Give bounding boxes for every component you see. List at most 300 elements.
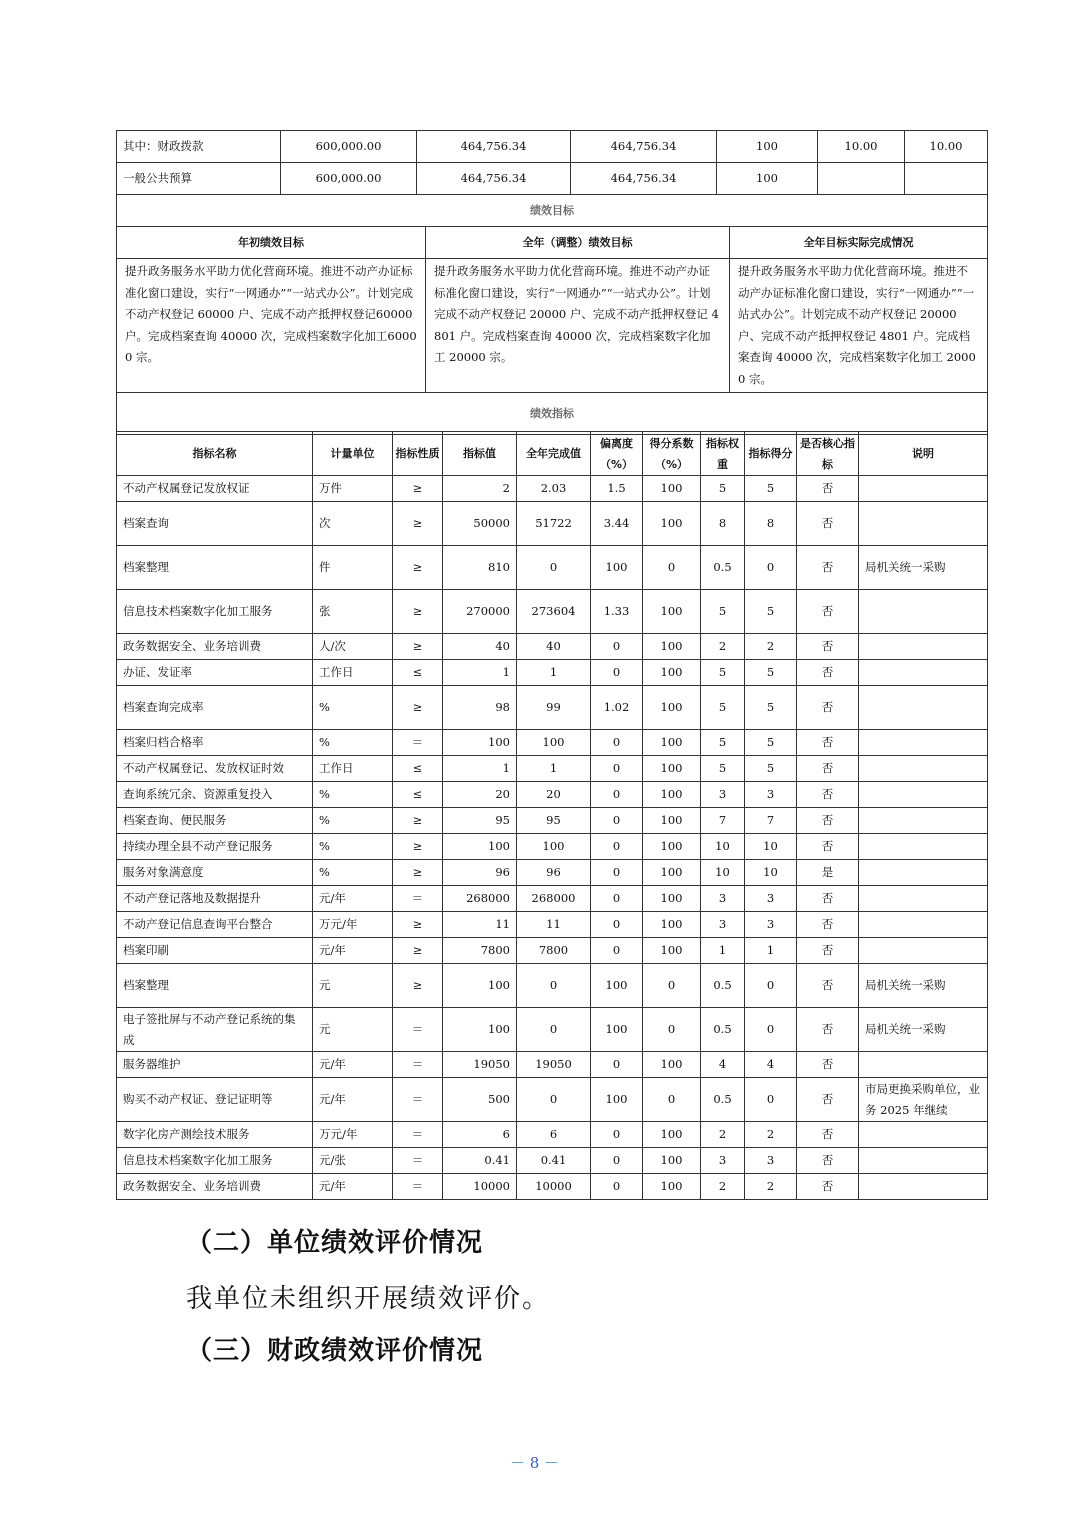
indicator-score: 5: [745, 756, 797, 782]
indicator-nature: ＝: [393, 1008, 443, 1052]
indicator-actual: 2.03: [517, 476, 591, 502]
indicator-nature: ≤: [393, 782, 443, 808]
goal-text-initial: 提升政务服务水平助力优化营商环境。推进不动产办证标准化窗口建设，实行“一网通办”“一站式办公”。计划完成不动产权登记 60000 户、完成不动产抵押权登记60000 户。完成档案查询 40000 次，完成档案数字化加工60000 宗。: [117, 259, 426, 393]
col-actual: 全年完成值: [517, 432, 591, 476]
indicator-dev: 0: [591, 756, 643, 782]
indicators-section-title: 绩效指标: [117, 393, 988, 435]
indicator-unit: 元: [313, 964, 393, 1008]
indicator-core: 否: [797, 590, 859, 634]
indicator-row: [117, 938, 988, 964]
indicator-note: [859, 912, 988, 938]
indicator-weight: 4: [701, 1052, 745, 1078]
indicator-dev: 0: [591, 634, 643, 660]
goal-header-adjusted: 全年（调整）绩效目标: [426, 227, 730, 259]
indicator-actual: 0: [517, 1008, 591, 1052]
indicator-actual: 0.41: [517, 1148, 591, 1174]
indicator-nature: ≥: [393, 686, 443, 730]
col-core: 是否核心指标: [797, 432, 859, 476]
indicator-dev: 1.5: [591, 476, 643, 502]
indicator-weight: 7: [701, 808, 745, 834]
indicator-weight: 0.5: [701, 546, 745, 590]
goals-section-title: 绩效目标: [117, 195, 988, 227]
indicator-row: [117, 1122, 988, 1148]
budget-cell-v2: 464,756.34: [417, 131, 571, 163]
indicator-score: 3: [745, 912, 797, 938]
budget-cell-v3: 464,756.34: [571, 163, 717, 195]
indicator-row: [117, 756, 988, 782]
indicator-name: 档案查询完成率: [117, 686, 313, 730]
indicator-score: 5: [745, 730, 797, 756]
indicator-nature: ＝: [393, 886, 443, 912]
indicator-unit: %: [313, 834, 393, 860]
indicator-core: 否: [797, 634, 859, 660]
indicator-row: [117, 546, 988, 590]
indicator-score: 3: [745, 1148, 797, 1174]
indicator-actual: 20: [517, 782, 591, 808]
indicator-target: 100: [443, 834, 517, 860]
indicator-note: [859, 1174, 988, 1200]
budget-cell-v1: 600,000.00: [281, 131, 417, 163]
indicator-nature: ≥: [393, 860, 443, 886]
indicator-note: [859, 1122, 988, 1148]
indicator-note: [859, 660, 988, 686]
indicator-target: 95: [443, 808, 517, 834]
indicator-nature: ＝: [393, 730, 443, 756]
indicator-dev: 0: [591, 834, 643, 860]
indicator-row: [117, 912, 988, 938]
indicator-actual: 100: [517, 834, 591, 860]
indicator-coef: 100: [643, 808, 701, 834]
indicator-note: [859, 756, 988, 782]
indicator-name: 办证、发证率: [117, 660, 313, 686]
indicator-nature: ≥: [393, 834, 443, 860]
indicator-target: 100: [443, 1008, 517, 1052]
indicator-nature: ≥: [393, 502, 443, 546]
indicator-target: 98: [443, 686, 517, 730]
indicator-coef: 100: [643, 1122, 701, 1148]
indicator-name: 档案查询: [117, 502, 313, 546]
page-number: － 8 －: [509, 1454, 560, 1472]
indicator-name: 档案印刷: [117, 938, 313, 964]
indicator-weight: 5: [701, 590, 745, 634]
indicator-row: [117, 590, 988, 634]
budget-cell-weight: [818, 163, 905, 195]
indicator-core: 否: [797, 546, 859, 590]
indicator-coef: 100: [643, 730, 701, 756]
indicator-row: [117, 502, 988, 546]
col-deviation: 偏离度（%）: [591, 432, 643, 476]
indicator-actual: 19050: [517, 1052, 591, 1078]
indicator-note: [859, 808, 988, 834]
indicator-actual: 0: [517, 546, 591, 590]
indicator-score: 2: [745, 1174, 797, 1200]
indicator-unit: %: [313, 808, 393, 834]
indicator-nature: ≥: [393, 938, 443, 964]
section-paragraph-2: 我单位未组织开展绩效评价。: [186, 1284, 551, 1314]
indicator-weight: 10: [701, 860, 745, 886]
indicator-target: 100: [443, 730, 517, 756]
indicator-note: [859, 590, 988, 634]
budget-row: [117, 131, 988, 163]
section-heading-2: （二）单位绩效评价情况: [186, 1228, 484, 1258]
indicator-coef: 100: [643, 502, 701, 546]
indicators-table: [116, 431, 988, 1200]
budget-cell-weight: 10.00: [818, 131, 905, 163]
indicator-core: 否: [797, 1078, 859, 1122]
indicator-name: 服务对象满意度: [117, 860, 313, 886]
indicator-nature: ≥: [393, 476, 443, 502]
indicator-name: 不动产登记落地及数据提升: [117, 886, 313, 912]
indicator-actual: 51722: [517, 502, 591, 546]
indicator-coef: 100: [643, 938, 701, 964]
indicator-row: [117, 730, 988, 756]
indicator-note: [859, 782, 988, 808]
indicator-target: 19050: [443, 1052, 517, 1078]
indicator-nature: ≥: [393, 808, 443, 834]
indicator-dev: 0: [591, 782, 643, 808]
indicator-nature: ＝: [393, 1174, 443, 1200]
indicator-target: 270000: [443, 590, 517, 634]
budget-cell-rate: 100: [717, 163, 818, 195]
indicator-target: 7800: [443, 938, 517, 964]
indicator-name: 数字化房产测绘技术服务: [117, 1122, 313, 1148]
indicator-dev: 0: [591, 1052, 643, 1078]
indicator-actual: 95: [517, 808, 591, 834]
indicator-dev: 0: [591, 938, 643, 964]
budget-cell-score: [905, 163, 988, 195]
goal-header-initial: 年初绩效目标: [117, 227, 426, 259]
indicator-name: 政务数据安全、业务培训费: [117, 1174, 313, 1200]
indicator-unit: 工作日: [313, 660, 393, 686]
indicator-actual: 1: [517, 756, 591, 782]
indicator-unit: %: [313, 782, 393, 808]
indicator-weight: 5: [701, 730, 745, 756]
indicator-name: 持续办理全县不动产登记服务: [117, 834, 313, 860]
indicator-coef: 0: [643, 1078, 701, 1122]
indicator-actual: 273604: [517, 590, 591, 634]
indicator-row: [117, 1078, 988, 1122]
col-coefficient: 得分系数（%）: [643, 432, 701, 476]
indicator-core: 否: [797, 1174, 859, 1200]
indicator-name: 档案整理: [117, 546, 313, 590]
indicator-unit: 工作日: [313, 756, 393, 782]
indicator-nature: ≤: [393, 660, 443, 686]
indicator-coef: 0: [643, 1008, 701, 1052]
indicator-core: 否: [797, 1122, 859, 1148]
indicator-weight: 5: [701, 660, 745, 686]
indicator-target: 20: [443, 782, 517, 808]
budget-cell-v1: 600,000.00: [281, 163, 417, 195]
col-note: 说明: [859, 432, 988, 476]
indicator-row: [117, 1052, 988, 1078]
indicator-name: 档案整理: [117, 964, 313, 1008]
indicator-target: 100: [443, 964, 517, 1008]
indicator-score: 0: [745, 1078, 797, 1122]
indicator-coef: 0: [643, 964, 701, 1008]
indicator-coef: 100: [643, 476, 701, 502]
indicator-name: 不动产权属登记发放权证: [117, 476, 313, 502]
indicator-core: 否: [797, 912, 859, 938]
indicator-note: [859, 938, 988, 964]
indicator-actual: 6: [517, 1122, 591, 1148]
indicator-core: 否: [797, 1052, 859, 1078]
indicator-row: [117, 964, 988, 1008]
indicator-core: 否: [797, 686, 859, 730]
indicator-coef: 100: [643, 686, 701, 730]
indicator-weight: 1: [701, 938, 745, 964]
indicator-score: 0: [745, 1008, 797, 1052]
indicator-unit: 人/次: [313, 634, 393, 660]
indicator-name: 档案查询、便民服务: [117, 808, 313, 834]
indicator-name: 查询系统冗余、资源重复投入: [117, 782, 313, 808]
indicator-name: 服务器维护: [117, 1052, 313, 1078]
indicator-dev: 0: [591, 1148, 643, 1174]
indicator-target: 6: [443, 1122, 517, 1148]
budget-row: [117, 163, 988, 195]
indicator-target: 810: [443, 546, 517, 590]
indicator-row: [117, 860, 988, 886]
indicator-row: [117, 782, 988, 808]
indicator-actual: 268000: [517, 886, 591, 912]
indicator-coef: 100: [643, 834, 701, 860]
indicator-unit: %: [313, 730, 393, 756]
indicator-dev: 0: [591, 730, 643, 756]
indicator-target: 40: [443, 634, 517, 660]
budget-cell-label: 其中：财政拨款: [117, 131, 281, 163]
indicator-score: 10: [745, 860, 797, 886]
indicator-score: 8: [745, 502, 797, 546]
indicator-note: [859, 834, 988, 860]
budget-cell-v3: 464,756.34: [571, 131, 717, 163]
indicator-score: 5: [745, 476, 797, 502]
indicator-actual: 99: [517, 686, 591, 730]
indicator-core: 否: [797, 756, 859, 782]
indicator-weight: 10: [701, 834, 745, 860]
indicator-unit: 万件: [313, 476, 393, 502]
indicator-actual: 40: [517, 634, 591, 660]
indicator-nature: ≥: [393, 546, 443, 590]
indicator-unit: 件: [313, 546, 393, 590]
indicator-coef: 100: [643, 1148, 701, 1174]
indicator-score: 3: [745, 782, 797, 808]
indicator-score: 7: [745, 808, 797, 834]
indicator-weight: 2: [701, 1174, 745, 1200]
indicator-unit: 元/年: [313, 938, 393, 964]
indicator-dev: 0: [591, 886, 643, 912]
indicator-coef: 100: [643, 1052, 701, 1078]
indicator-core: 否: [797, 886, 859, 912]
indicator-core: 否: [797, 782, 859, 808]
indicator-note: [859, 730, 988, 756]
indicator-target: 50000: [443, 502, 517, 546]
indicator-note: 局机关统一采购: [859, 546, 988, 590]
indicator-note: [859, 502, 988, 546]
indicator-coef: 0: [643, 546, 701, 590]
indicator-weight: 8: [701, 502, 745, 546]
indicator-name: 政务数据安全、业务培训费: [117, 634, 313, 660]
indicator-core: 否: [797, 964, 859, 1008]
indicator-coef: 100: [643, 782, 701, 808]
indicator-coef: 100: [643, 860, 701, 886]
indicator-weight: 3: [701, 912, 745, 938]
indicator-target: 500: [443, 1078, 517, 1122]
col-name: 指标名称: [117, 432, 313, 476]
col-unit: 计量单位: [313, 432, 393, 476]
indicator-row: [117, 834, 988, 860]
indicator-target: 96: [443, 860, 517, 886]
indicator-coef: 100: [643, 634, 701, 660]
indicator-note: [859, 1148, 988, 1174]
indicator-coef: 100: [643, 660, 701, 686]
indicator-dev: 0: [591, 860, 643, 886]
indicator-dev: 3.44: [591, 502, 643, 546]
indicator-target: 1: [443, 756, 517, 782]
indicator-core: 否: [797, 834, 859, 860]
indicator-unit: 万元/年: [313, 912, 393, 938]
indicator-name: 购买不动产权证、登记证明等: [117, 1078, 313, 1122]
indicator-actual: 100: [517, 730, 591, 756]
indicator-target: 2: [443, 476, 517, 502]
indicator-dev: 1.02: [591, 686, 643, 730]
indicator-score: 3: [745, 886, 797, 912]
indicator-score: 5: [745, 686, 797, 730]
indicator-dev: 0: [591, 912, 643, 938]
indicator-coef: 100: [643, 886, 701, 912]
indicator-nature: ＝: [393, 1122, 443, 1148]
indicator-unit: 次: [313, 502, 393, 546]
indicator-note: [859, 634, 988, 660]
indicator-row: [117, 1148, 988, 1174]
indicator-nature: ≥: [393, 964, 443, 1008]
col-nature: 指标性质: [393, 432, 443, 476]
indicator-nature: ＝: [393, 1052, 443, 1078]
indicator-weight: 2: [701, 634, 745, 660]
indicator-score: 1: [745, 938, 797, 964]
indicator-unit: 元: [313, 1008, 393, 1052]
indicator-target: 10000: [443, 1174, 517, 1200]
indicator-weight: 3: [701, 886, 745, 912]
indicator-actual: 0: [517, 964, 591, 1008]
indicator-row: [117, 660, 988, 686]
section-heading-3: （三）财政绩效评价情况: [186, 1336, 484, 1366]
indicator-core: 是: [797, 860, 859, 886]
indicator-note: [859, 476, 988, 502]
indicator-dev: 100: [591, 1078, 643, 1122]
indicator-core: 否: [797, 502, 859, 546]
indicator-weight: 0.5: [701, 1008, 745, 1052]
indicator-name: 信息技术档案数字化加工服务: [117, 1148, 313, 1174]
indicator-weight: 5: [701, 686, 745, 730]
indicator-unit: 万元/年: [313, 1122, 393, 1148]
indicator-note: [859, 1052, 988, 1078]
indicator-actual: 10000: [517, 1174, 591, 1200]
indicator-core: 否: [797, 938, 859, 964]
col-target: 指标值: [443, 432, 517, 476]
indicator-score: 5: [745, 660, 797, 686]
indicator-weight: 0.5: [701, 964, 745, 1008]
indicator-score: 0: [745, 964, 797, 1008]
indicator-name: 电子签批屏与不动产登记系统的集成: [117, 1008, 313, 1052]
indicator-target: 0.41: [443, 1148, 517, 1174]
indicator-core: 否: [797, 808, 859, 834]
indicator-unit: %: [313, 686, 393, 730]
goals-table: [116, 194, 988, 435]
indicator-weight: 2: [701, 1122, 745, 1148]
indicator-coef: 100: [643, 1174, 701, 1200]
indicator-nature: ≥: [393, 912, 443, 938]
indicator-target: 268000: [443, 886, 517, 912]
indicator-unit: 元/年: [313, 1174, 393, 1200]
indicator-nature: ＝: [393, 1148, 443, 1174]
budget-cell-score: 10.00: [905, 131, 988, 163]
indicator-score: 2: [745, 1122, 797, 1148]
indicator-name: 信息技术档案数字化加工服务: [117, 590, 313, 634]
indicator-row: [117, 476, 988, 502]
indicator-weight: 5: [701, 476, 745, 502]
budget-cell-rate: 100: [717, 131, 818, 163]
indicator-score: 0: [745, 546, 797, 590]
indicator-dev: 1.33: [591, 590, 643, 634]
indicator-weight: 3: [701, 1148, 745, 1174]
indicator-weight: 3: [701, 782, 745, 808]
indicator-dev: 0: [591, 808, 643, 834]
indicator-target: 11: [443, 912, 517, 938]
indicator-unit: 元/年: [313, 1052, 393, 1078]
indicator-core: 否: [797, 730, 859, 756]
indicator-actual: 96: [517, 860, 591, 886]
indicator-coef: 100: [643, 756, 701, 782]
budget-cell-label: 一般公共预算: [117, 163, 281, 195]
indicator-note: 局机关统一采购: [859, 964, 988, 1008]
indicator-dev: 0: [591, 1174, 643, 1200]
indicator-row: [117, 686, 988, 730]
indicator-dev: 100: [591, 546, 643, 590]
indicator-dev: 0: [591, 660, 643, 686]
indicator-note: [859, 886, 988, 912]
indicator-nature: ≤: [393, 756, 443, 782]
indicator-dev: 100: [591, 964, 643, 1008]
indicator-note: 局机关统一采购: [859, 1008, 988, 1052]
indicator-score: 4: [745, 1052, 797, 1078]
indicator-score: 10: [745, 834, 797, 860]
indicator-core: 否: [797, 1008, 859, 1052]
budget-table: [116, 130, 988, 195]
indicator-dev: 0: [591, 1122, 643, 1148]
indicator-nature: ＝: [393, 1078, 443, 1122]
indicator-row: [117, 634, 988, 660]
indicator-nature: ≥: [393, 590, 443, 634]
indicator-row: [117, 1008, 988, 1052]
indicator-score: 2: [745, 634, 797, 660]
indicator-row: [117, 808, 988, 834]
indicator-core: 否: [797, 476, 859, 502]
col-score: 指标得分: [745, 432, 797, 476]
indicator-unit: 元/年: [313, 1078, 393, 1122]
indicator-name: 不动产权属登记、发放权证时效: [117, 756, 313, 782]
indicator-target: 1: [443, 660, 517, 686]
indicator-weight: 5: [701, 756, 745, 782]
indicator-weight: 0.5: [701, 1078, 745, 1122]
indicator-actual: 0: [517, 1078, 591, 1122]
indicator-core: 否: [797, 660, 859, 686]
goal-text-actual: 提升政务服务水平助力优化营商环境。推进不动产办证标准化窗口建设，实行“一网通办”“一站式办公”。计划完成不动产权登记 20000 户、完成不动产抵押权登记 4801 户。完成档案查询 40000 次，完成档案数字化加工 20000 宗。: [730, 259, 988, 393]
indicator-nature: ≥: [393, 634, 443, 660]
indicator-unit: 元/张: [313, 1148, 393, 1174]
indicator-name: 档案归档合格率: [117, 730, 313, 756]
indicator-unit: 张: [313, 590, 393, 634]
indicator-actual: 11: [517, 912, 591, 938]
budget-cell-v2: 464,756.34: [417, 163, 571, 195]
